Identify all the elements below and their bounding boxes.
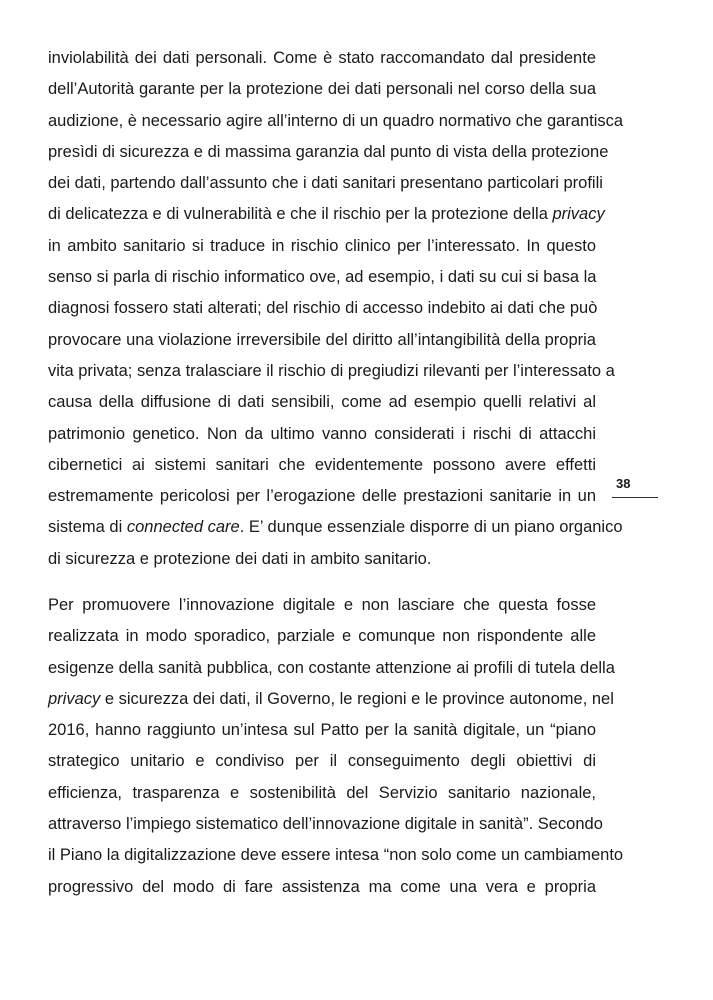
text-line: presìdi di sicurezza e di massima garanzia dal punto di vista della protezione	[48, 142, 609, 161]
text-line: strategico unitario e condiviso per il conseguimento degli obiettivi di	[48, 752, 596, 771]
text-run: di delicatezza e di vulnerabilità e che il rischio per la protezione della	[48, 205, 548, 224]
text-line: 2016, hanno raggiunto un’intesa sul Patto per la sanità digitale, un “piano	[48, 721, 596, 740]
text-line: realizzata in modo sporadico, parziale e comunque non rispondente alle	[48, 627, 596, 646]
text-line: dell’Autorità garante per la protezione dei dati personali nel corso della sua	[48, 80, 596, 99]
text-line: patrimonio genetico. Non da ultimo vanno considerati i rischi di attacchi	[48, 424, 596, 443]
text-run: e sicurezza dei dati, il Governo, le regioni e le province autonome, nel	[104, 689, 614, 708]
text-line: il Piano la digitalizzazione deve essere intesa “non solo come un cambiamento	[48, 846, 624, 865]
text-line: progressivo del modo di fare assistenza ma come una vera e propria	[48, 877, 596, 896]
text-run: . E’ dunque essenziale disporre di un piano organico	[239, 518, 623, 537]
text-line: dei dati, partendo dall’assunto che i dati sanitari presentano particolari profili	[48, 174, 603, 193]
text-line: Per promuovere l’innovazione digitale e non lasciare che questa fosse	[48, 596, 596, 614]
text-line: di sicurezza e protezione dei dati in ambito sanitario.	[48, 549, 432, 568]
paragraph-2	[48, 590, 624, 903]
text-line: vita privata; senza tralasciare il rischio di pregiudizi rilevanti per l’interessato a	[48, 361, 615, 380]
text-line: provocare una violazione irreversibile del diritto all’intangibilità della propria	[48, 330, 596, 349]
text-line: attraverso l’impiego sistematico dell’innovazione digitale in sanità”. Secondo	[48, 815, 603, 834]
text-line: inviolabilità dei dati personali. Come è stato raccomandato dal presidente	[48, 49, 596, 67]
text-line	[48, 684, 614, 715]
italic-term: privacy	[48, 689, 101, 708]
italic-term: connected care	[126, 518, 240, 537]
text-line	[48, 512, 623, 543]
text-run: sistema di	[48, 518, 123, 537]
page-number-rule	[612, 497, 658, 498]
text-line: cibernetici ai sistemi sanitari che evidentemente possono avere effetti	[48, 455, 596, 474]
text-line	[48, 199, 605, 230]
text-line: audizione, è necessario agire all’interno di un quadro normativo che garantisca	[48, 111, 624, 130]
text-line: causa della diffusione di dati sensibili, come ad esempio quelli relativi al	[48, 393, 596, 412]
page-number: 38	[616, 476, 631, 491]
italic-term: privacy	[552, 205, 605, 224]
text-line: efficienza, trasparenza e sostenibilità del Servizio sanitario nazionale,	[48, 783, 596, 802]
text-line: senso si parla di rischio informatico ove, ad esempio, i dati su cui si basa la	[48, 268, 597, 287]
text-line: estremamente pericolosi per l’erogazione delle prestazioni sanitarie in un	[48, 487, 596, 506]
text-line: in ambito sanitario si traduce in rischio clinico per l’interessato. In questo	[48, 236, 596, 255]
text-line: diagnosi fossero stati alterati; del rischio di accesso indebito ai dati che può	[48, 299, 598, 318]
text-line: esigenze della sanità pubblica, con costante attenzione ai profili di tutela della	[48, 658, 615, 677]
